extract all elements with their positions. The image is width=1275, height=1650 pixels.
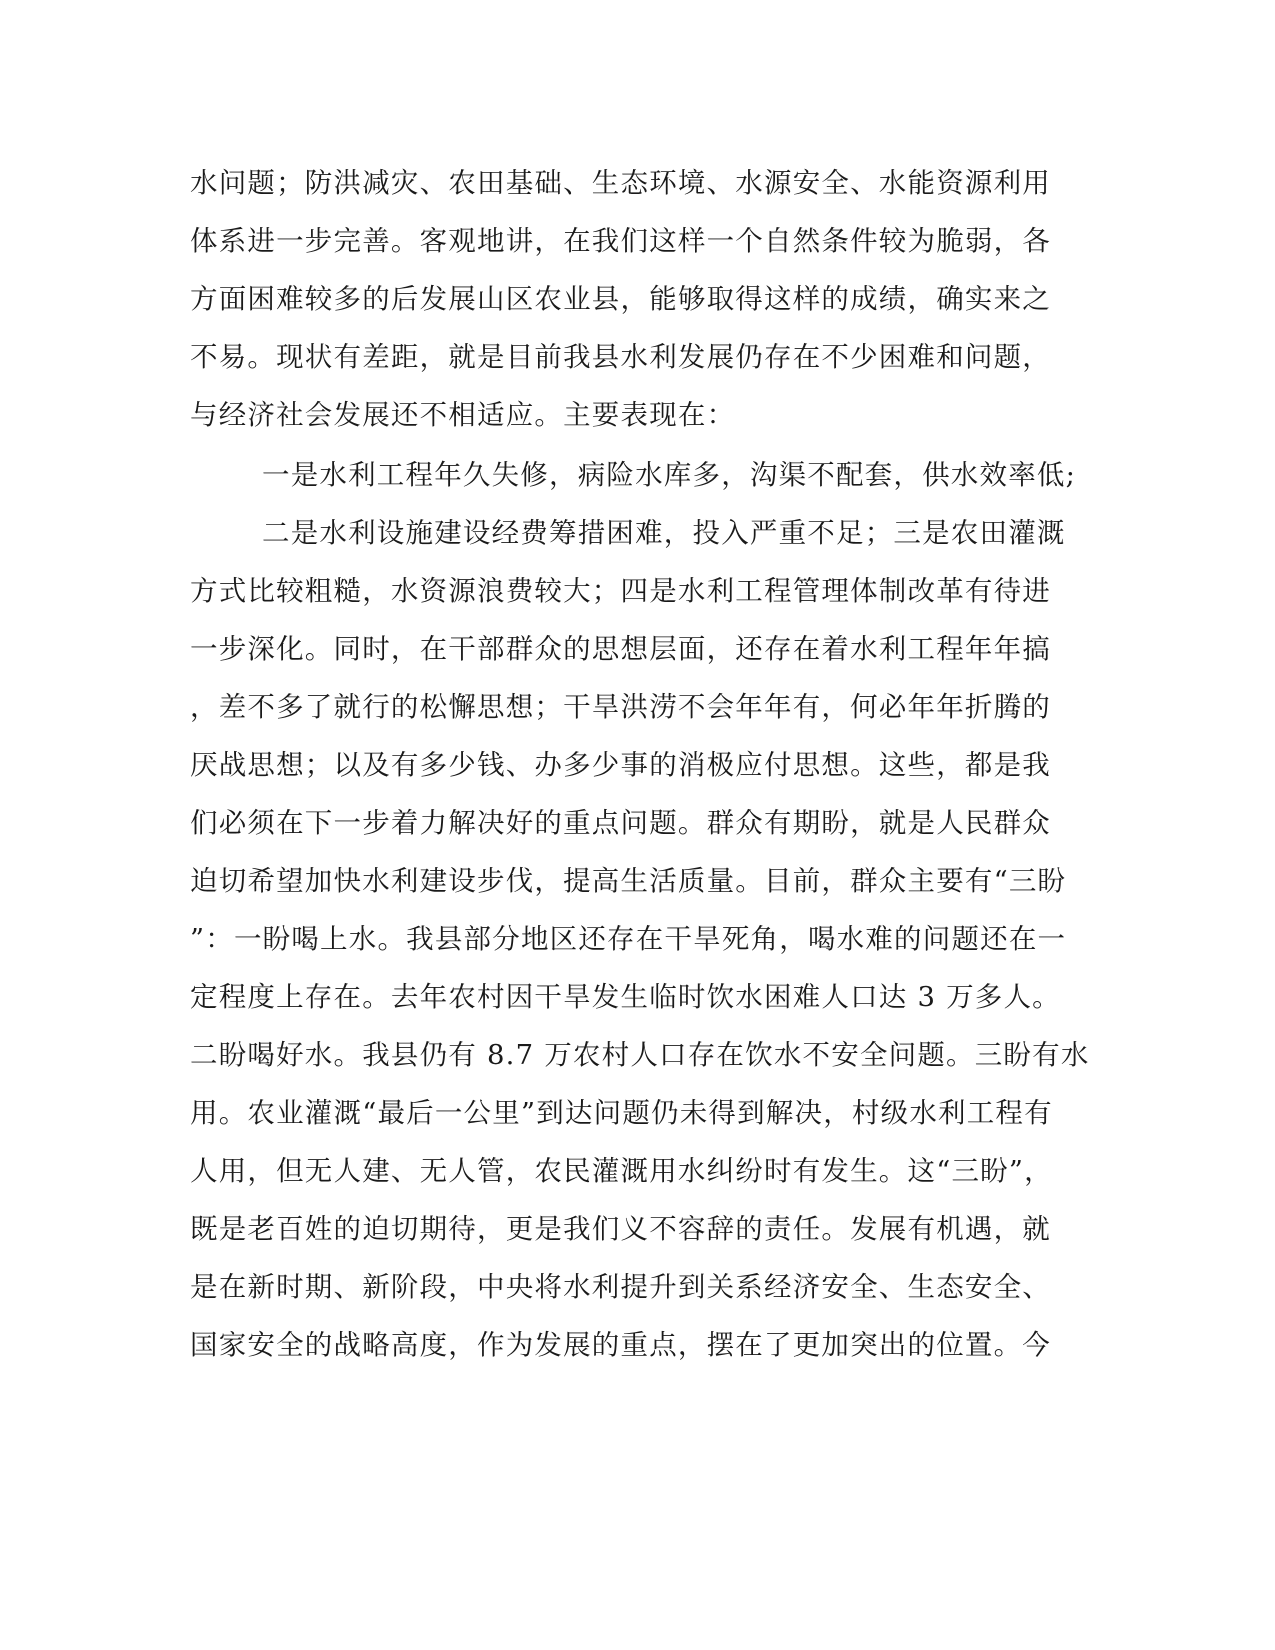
text-line: 体系进一步完善。客观地讲，在我们这样一个自然条件较为脆弱，各	[190, 225, 1051, 257]
text-line: ”：一盼喝上水。我县部分地区还存在干旱死角，喝水难的问题还在一	[190, 923, 1067, 955]
text-line: 国家安全的战略高度，作为发展的重点，摆在了更加突出的位置。今	[190, 1329, 1051, 1361]
text-line: 人用，但无人建、无人管，农民灌溉用水纠纷时有发生。这“三盼”，	[190, 1155, 1053, 1187]
text-line: 方面困难较多的后发展山区农业县，能够取得这样的成绩，确实来之	[190, 283, 1051, 315]
text-line: 们必须在下一步着力解决好的重点问题。群众有期盼，就是人民群众	[190, 807, 1051, 839]
text-line: 不易。现状有差距，就是目前我县水利发展仍存在不少困难和问题，	[190, 341, 1051, 373]
text-line: 水问题；防洪减灾、农田基础、生态环境、水源安全、水能资源利用	[190, 167, 1051, 199]
text-line: 与经济社会发展还不相适应。主要表现在：	[190, 399, 736, 431]
text-line: 二是水利设施建设经费筹措困难，投入严重不足；三是农田灌溉	[262, 517, 1066, 549]
text-line: 方式比较粗糙，水资源浪费较大；四是水利工程管理体制改革有待进	[190, 575, 1051, 607]
text-line: 迫切希望加快水利建设步伐，提高生活质量。目前，群众主要有“三盼	[190, 865, 1067, 897]
text-line: 厌战思想；以及有多少钱、办多少事的消极应付思想。这些，都是我	[190, 749, 1051, 781]
text-line: 用。农业灌溉“最后一公里”到达问题仍未得到解决，村级水利工程有	[190, 1097, 1053, 1129]
text-line: 是在新时期、新阶段，中央将水利提升到关系经济安全、生态安全、	[190, 1271, 1051, 1303]
text-line: 定程度上存在。去年农村因干旱发生临时饮水困难人口达 3 万多人。	[190, 981, 1061, 1013]
text-line: 一是水利工程年久失修，病险水库多，沟渠不配套，供水效率低;	[262, 459, 1077, 491]
text-line: 二盼喝好水。我县仍有 8.7 万农村人口存在饮水不安全问题。三盼有水	[190, 1039, 1090, 1071]
text-line: ，差不多了就行的松懈思想；干旱洪涝不会年年有，何必年年折腾的	[190, 691, 1051, 723]
text-line: 一步深化。同时，在干部群众的思想层面，还存在着水利工程年年搞	[190, 633, 1051, 665]
text-line: 既是老百姓的迫切期待，更是我们义不容辞的责任。发展有机遇，就	[190, 1213, 1051, 1245]
